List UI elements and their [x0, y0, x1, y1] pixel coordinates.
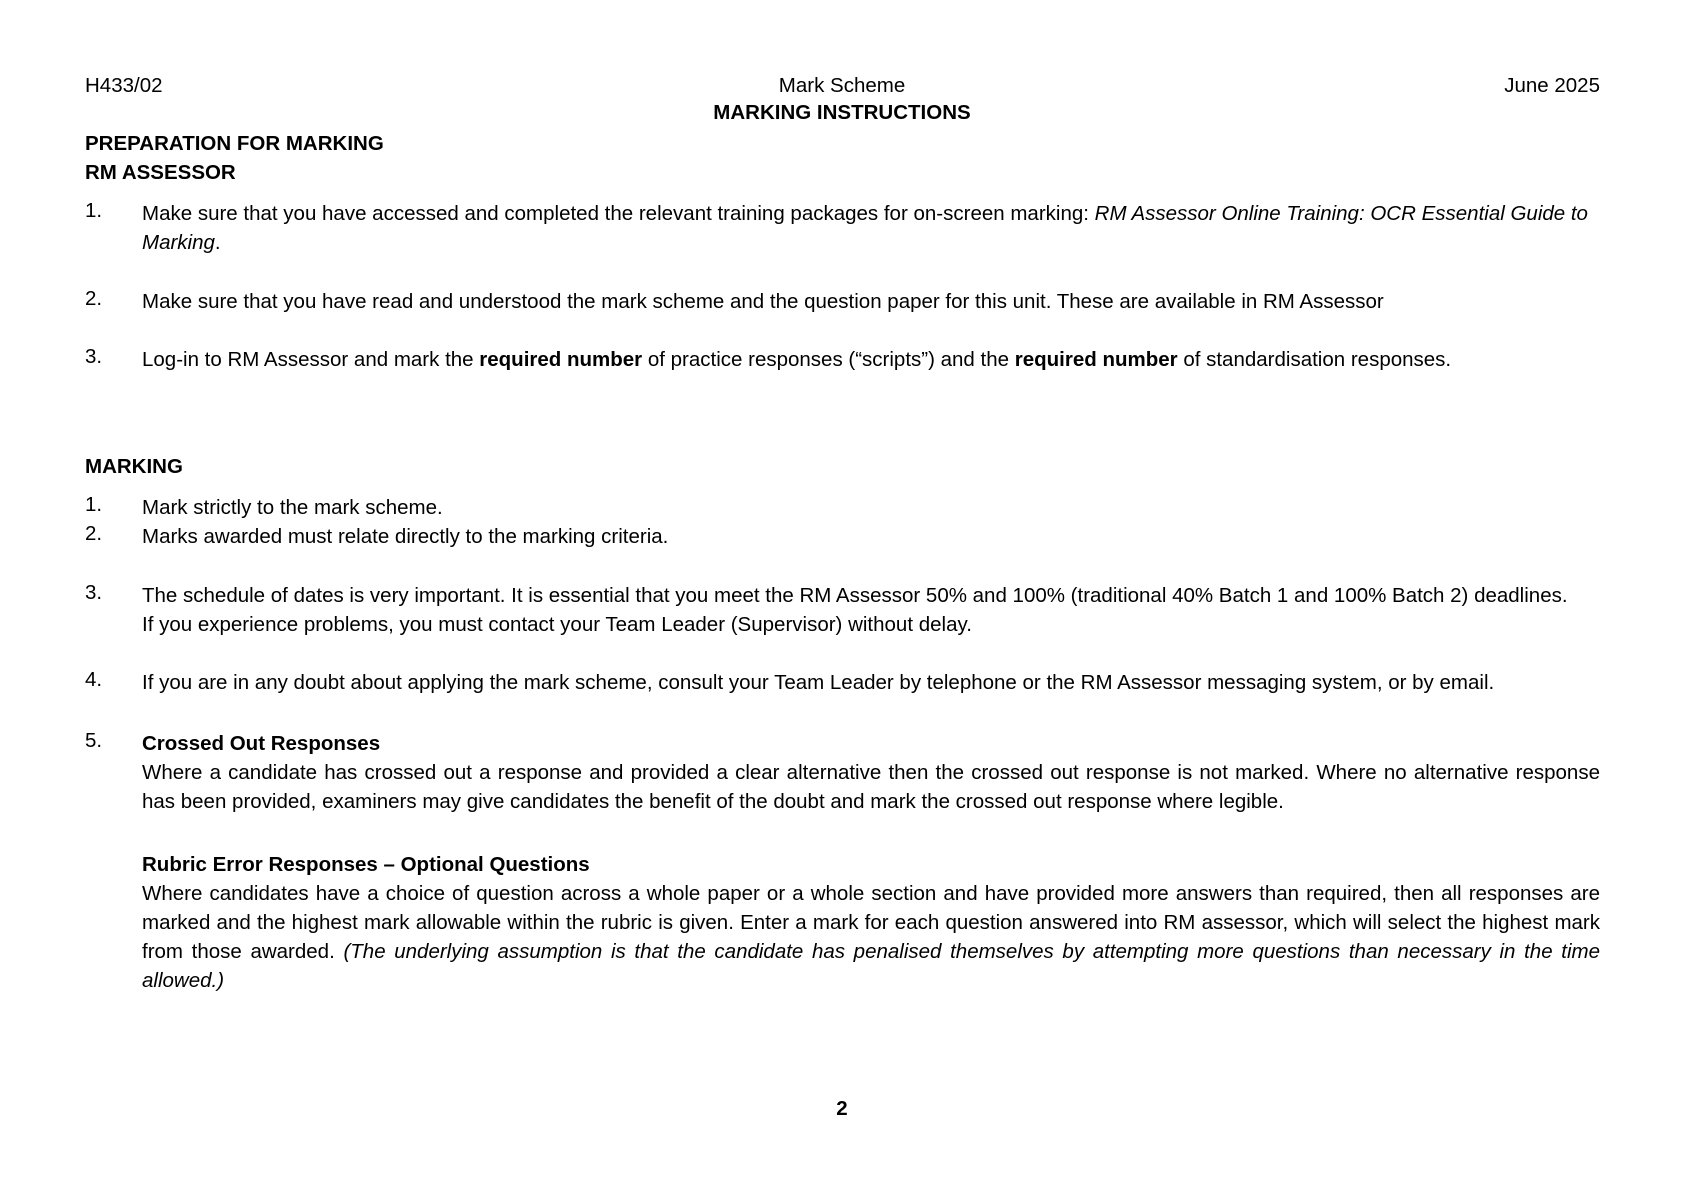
rubric-title: Rubric Error Responses – Optional Questions: [142, 853, 590, 876]
item-number: 1.: [85, 199, 103, 222]
item-number: 3.: [85, 581, 103, 604]
paper-code: H433/02: [85, 74, 163, 97]
item-text: Where a candidate has crossed out a response and provided a clear alternative then the crossed out response is not marked. Where no alternative response has been provided, examiners may give candidates the benefit of the doubt and mark the crossed out response where legible.: [142, 761, 1600, 813]
item-number: 3.: [85, 345, 103, 368]
item-text: Marks awarded must relate directly to the marking criteria.: [142, 525, 669, 548]
emphasis: required number: [479, 348, 643, 371]
training-reference: RM Assessor Online Training: OCR Essential Guide to Marking: [142, 202, 1588, 254]
rubric-text: Where candidates have a choice of question across a whole paper or a whole section and have provided more answers than required, then all responses are marked and the highest mark allowable within the rubric is given. Enter a mark for each question answered into RM assessor, which will select the highest mark from those awarded.: [142, 882, 1600, 963]
item-text: Make sure that you have read and understood the mark scheme and the question paper for this unit. These are available in RM Assessor: [142, 290, 1384, 313]
item-text: Mark strictly to the mark scheme.: [142, 496, 443, 519]
item-text: Make sure that you have accessed and completed the relevant training packages for on-screen marking:: [142, 202, 1095, 225]
document-title: Mark Scheme: [778, 74, 906, 97]
item-title: Crossed Out Responses: [142, 732, 381, 755]
emphasis: required number: [1014, 348, 1178, 371]
item-text: If you are in any doubt about applying the mark scheme, consult your Team Leader by telephone or the RM Assessor messaging system, or by email.: [142, 671, 1495, 694]
exam-date: June 2025: [1504, 74, 1600, 97]
item-number: 2.: [85, 287, 103, 310]
item-number: 5.: [85, 729, 103, 752]
page-number: 2: [836, 1097, 848, 1120]
section-heading-preparation: PREPARATION FOR MARKING: [85, 132, 384, 155]
item-text: of standardisation responses.: [1177, 348, 1452, 371]
item-number: 4.: [85, 668, 103, 691]
section-subheading-rm-assessor: RM ASSESSOR: [85, 161, 236, 184]
item-text: of practice responses (“scripts”) and the: [642, 348, 1015, 371]
item-number: 1.: [85, 493, 103, 516]
section-heading-marking: MARKING: [85, 455, 183, 478]
item-number: 2.: [85, 522, 103, 545]
item-text: The schedule of dates is very important. It is essential that you meet the RM Assessor 50% and 100% (traditional 40% Batch 1 and 100% Batch 2) deadlines. If you experience problems, you must contact your Team Leader (Supervisor) without delay.: [142, 584, 1568, 636]
rubric-note: (The underlying assumption is that the candidate has penalised themselves by attempting more questions than necessary in the time allowed.): [142, 940, 1600, 992]
item-text-end: .: [214, 231, 221, 254]
page-title: MARKING INSTRUCTIONS: [713, 101, 971, 124]
item-text: Log-in to RM Assessor and mark the: [142, 348, 480, 371]
